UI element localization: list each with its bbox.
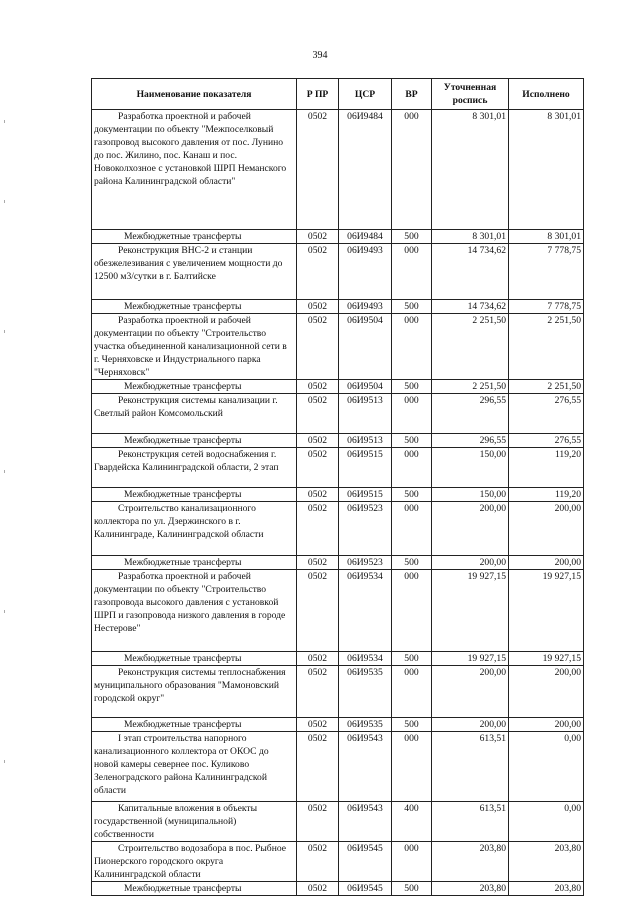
row-name — [92, 732, 297, 802]
row-rpr: 0502 — [297, 230, 339, 244]
row-name — [92, 488, 297, 502]
row-vr: 500 — [392, 230, 432, 244]
table-row — [92, 244, 584, 300]
row-rpr: 0502 — [297, 556, 339, 570]
page-number: 394 — [312, 50, 328, 61]
row-executed: 203,80 — [509, 842, 584, 882]
table-row — [92, 666, 584, 718]
row-rpr: 0502 — [297, 380, 339, 394]
row-refined: 150,00 — [432, 448, 509, 488]
row-vr: 000 — [392, 502, 432, 556]
row-vr: 500 — [392, 718, 432, 732]
row-executed: 276,55 — [509, 434, 584, 448]
row-name-text: Реконструкция системы теплоснабжения муниципального образования "Мамоновский городской округ" — [94, 667, 286, 704]
row-csr: 06И9484 — [339, 230, 392, 244]
row-vr: 500 — [392, 882, 432, 896]
row-name-text: Межбюджетные трансферты — [124, 301, 242, 312]
row-rpr: 0502 — [297, 842, 339, 882]
row-refined: 14 734,62 — [432, 244, 509, 300]
row-rpr: 0502 — [297, 110, 339, 230]
table-row — [92, 434, 584, 448]
row-executed: 19 927,15 — [509, 652, 584, 666]
row-name — [92, 300, 297, 314]
row-rpr: 0502 — [297, 488, 339, 502]
row-executed: 2 251,50 — [509, 314, 584, 380]
row-executed: 276,55 — [509, 394, 584, 434]
row-vr: 000 — [392, 110, 432, 230]
row-rpr: 0502 — [297, 802, 339, 842]
row-refined: 200,00 — [432, 718, 509, 732]
row-csr: 06И9513 — [339, 434, 392, 448]
row-rpr: 0502 — [297, 718, 339, 732]
header-name: Наименование показателя — [92, 79, 297, 110]
row-name-text: Межбюджетные трансферты — [124, 557, 242, 568]
row-csr: 06И9504 — [339, 314, 392, 380]
row-name-text: Строительство канализационного коллектора по ул. Дзержинского в г. Калининграде, Калининградской области — [94, 503, 264, 540]
row-refined: 203,80 — [432, 842, 509, 882]
row-executed: 200,00 — [509, 718, 584, 732]
row-name — [92, 230, 297, 244]
table-row — [92, 802, 584, 842]
row-refined: 203,80 — [432, 882, 509, 896]
row-refined: 150,00 — [432, 488, 509, 502]
row-rpr: 0502 — [297, 314, 339, 380]
row-name — [92, 244, 297, 300]
row-name-text: Межбюджетные трансферты — [124, 719, 242, 730]
table-row — [92, 448, 584, 488]
row-name-text: Реконструкция сетей водоснабжения г. Гвардейска Калининградской области, 2 этап — [94, 449, 279, 473]
row-name-text: Межбюджетные трансферты — [124, 653, 242, 664]
row-csr: 06И9523 — [339, 556, 392, 570]
row-name — [92, 502, 297, 556]
table-header-row — [92, 79, 584, 110]
row-vr: 000 — [392, 394, 432, 434]
row-name — [92, 448, 297, 488]
header-executed: Исполнено — [509, 79, 584, 110]
row-csr: 06И9493 — [339, 244, 392, 300]
table-row — [92, 110, 584, 230]
header-refined: Уточненная роспись — [432, 79, 509, 110]
budget-table — [91, 78, 584, 896]
row-name-text: Межбюджетные трансферты — [124, 231, 242, 242]
row-vr: 400 — [392, 802, 432, 842]
table-body — [92, 110, 584, 896]
row-csr: 06И9515 — [339, 488, 392, 502]
row-refined: 200,00 — [432, 666, 509, 718]
row-rpr: 0502 — [297, 652, 339, 666]
row-executed: 0,00 — [509, 732, 584, 802]
row-vr: 500 — [392, 556, 432, 570]
table-row — [92, 380, 584, 394]
row-csr: 06И9543 — [339, 732, 392, 802]
row-executed: 8 301,01 — [509, 230, 584, 244]
margin-marks — [4, 0, 10, 905]
row-csr: 06И9545 — [339, 842, 392, 882]
row-executed: 119,20 — [509, 488, 584, 502]
row-csr: 06И9523 — [339, 502, 392, 556]
row-name — [92, 718, 297, 732]
row-name-text: Межбюджетные трансферты — [124, 381, 242, 392]
row-refined: 19 927,15 — [432, 652, 509, 666]
row-refined: 2 251,50 — [432, 314, 509, 380]
row-refined: 14 734,62 — [432, 300, 509, 314]
row-name-text: Разработка проектной и рабочей документации по объекту "Строительство участка объединенной канализационной сети в г. Черняховске и Индустриального парка "Черняховск" — [94, 315, 287, 378]
row-refined: 8 301,01 — [432, 230, 509, 244]
row-rpr: 0502 — [297, 244, 339, 300]
row-vr: 000 — [392, 570, 432, 652]
row-name — [92, 570, 297, 652]
header-vr: ВР — [392, 79, 432, 110]
row-csr: 06И9535 — [339, 718, 392, 732]
row-name — [92, 666, 297, 718]
row-csr: 06И9534 — [339, 570, 392, 652]
row-vr: 500 — [392, 300, 432, 314]
row-executed: 2 251,50 — [509, 380, 584, 394]
row-name — [92, 434, 297, 448]
row-rpr: 0502 — [297, 448, 339, 488]
row-executed: 19 927,15 — [509, 570, 584, 652]
row-refined: 19 927,15 — [432, 570, 509, 652]
row-name-text: Межбюджетные трансферты — [124, 435, 242, 446]
table-row — [92, 556, 584, 570]
table-row — [92, 842, 584, 882]
table-row — [92, 718, 584, 732]
table-row — [92, 732, 584, 802]
table-row — [92, 570, 584, 652]
row-csr: 06И9535 — [339, 666, 392, 718]
table-row — [92, 314, 584, 380]
row-refined: 200,00 — [432, 556, 509, 570]
row-name — [92, 380, 297, 394]
row-rpr: 0502 — [297, 394, 339, 434]
row-name-text: I этап строительства напорного канализационного коллектора от ОКОС до новой камеры севернее пос. Куликово Зеленоградского района Калининградской области — [94, 733, 269, 796]
row-name — [92, 802, 297, 842]
row-vr: 000 — [392, 842, 432, 882]
row-name — [92, 110, 297, 230]
row-name-text: Межбюджетные трансферты — [124, 489, 242, 500]
row-refined: 8 301,01 — [432, 110, 509, 230]
row-name — [92, 842, 297, 882]
row-vr: 000 — [392, 448, 432, 488]
row-vr: 000 — [392, 244, 432, 300]
row-vr: 000 — [392, 314, 432, 380]
table-row — [92, 394, 584, 434]
row-executed: 8 301,01 — [509, 110, 584, 230]
row-name-text: Разработка проектной и рабочей документации по объекту "Строительство газопровода высокого давления с установкой ШРП и газопровода низкого давления в городе Нестерове" — [94, 571, 286, 634]
row-csr: 06И9543 — [339, 802, 392, 842]
row-refined: 613,51 — [432, 732, 509, 802]
row-csr: 06И9515 — [339, 448, 392, 488]
row-csr: 06И9513 — [339, 394, 392, 434]
row-executed: 200,00 — [509, 666, 584, 718]
row-vr: 500 — [392, 488, 432, 502]
row-rpr: 0502 — [297, 502, 339, 556]
table-row — [92, 882, 584, 896]
row-vr: 000 — [392, 666, 432, 718]
table-row — [92, 230, 584, 244]
row-rpr: 0502 — [297, 570, 339, 652]
row-name — [92, 394, 297, 434]
row-executed: 200,00 — [509, 502, 584, 556]
row-vr: 000 — [392, 732, 432, 802]
row-executed: 7 778,75 — [509, 244, 584, 300]
row-vr: 500 — [392, 652, 432, 666]
row-refined: 2 251,50 — [432, 380, 509, 394]
row-name — [92, 314, 297, 380]
row-name-text: Разработка проектной и рабочей документации по объекту "Межпоселковый газопровод высокого давления от пос. Лунино до пос. Жилино, пос. Канаш и пос. Новоколхозное с установкой ШРП Неманского района Калининградской области" — [94, 111, 287, 187]
row-refined: 613,51 — [432, 802, 509, 842]
header-csr: ЦСР — [339, 79, 392, 110]
row-name-text: Реконструкция ВНС-2 и станции обезжелезивания с увеличением мощности до 12500 м3/сутки в г. Балтийске — [94, 245, 283, 282]
row-name — [92, 556, 297, 570]
row-vr: 500 — [392, 434, 432, 448]
table-row — [92, 652, 584, 666]
row-executed: 0,00 — [509, 802, 584, 842]
row-vr: 500 — [392, 380, 432, 394]
row-rpr: 0502 — [297, 300, 339, 314]
row-rpr: 0502 — [297, 666, 339, 718]
row-csr: 06И9493 — [339, 300, 392, 314]
row-name-text: Строительство водозабора в пос. Рыбное Пионерского городского округа Калининградской области — [94, 843, 286, 880]
header-rpr: Р ПР — [297, 79, 339, 110]
row-csr: 06И9484 — [339, 110, 392, 230]
row-executed: 7 778,75 — [509, 300, 584, 314]
row-rpr: 0502 — [297, 882, 339, 896]
row-executed: 200,00 — [509, 556, 584, 570]
row-csr: 06И9534 — [339, 652, 392, 666]
row-name-text: Капитальные вложения в объекты государственной (муниципальной) собственности — [94, 803, 258, 840]
row-csr: 06И9504 — [339, 380, 392, 394]
row-refined: 296,55 — [432, 394, 509, 434]
table-row — [92, 502, 584, 556]
row-csr: 06И9545 — [339, 882, 392, 896]
row-rpr: 0502 — [297, 434, 339, 448]
row-name-text: Межбюджетные трансферты — [124, 883, 242, 894]
row-name-text: Реконструкция системы канализации г. Светлый район Комсомольский — [94, 395, 278, 419]
row-refined: 200,00 — [432, 502, 509, 556]
table-row — [92, 300, 584, 314]
row-refined: 296,55 — [432, 434, 509, 448]
row-rpr: 0502 — [297, 732, 339, 802]
table-row — [92, 488, 584, 502]
row-name — [92, 882, 297, 896]
row-executed: 119,20 — [509, 448, 584, 488]
row-name — [92, 652, 297, 666]
row-executed: 203,80 — [509, 882, 584, 896]
